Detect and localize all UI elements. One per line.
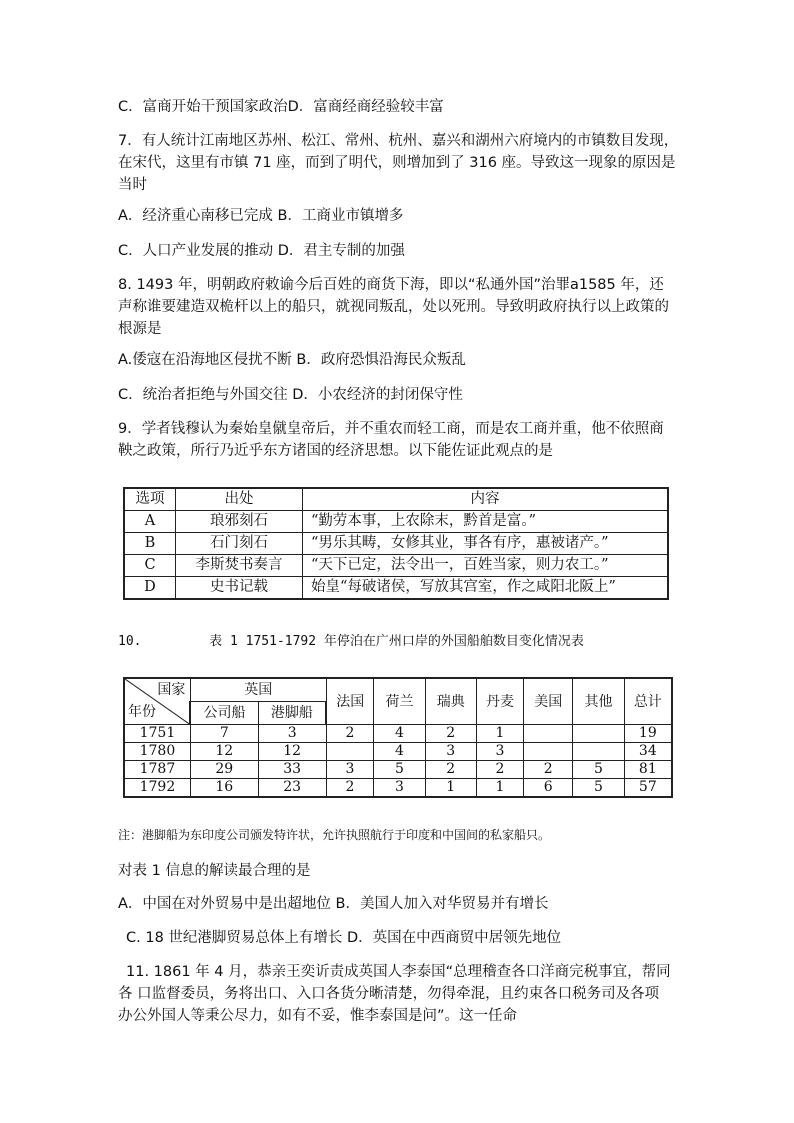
table-cell: 3 [374,779,425,798]
table-cell: 2 [326,779,374,798]
table-cell: 16 [190,779,258,798]
table-cell: 2 [425,725,476,743]
table-cell: 1 [476,779,523,798]
table-cell: 33 [258,761,326,779]
table-corner-cell [124,678,190,725]
table-header-cell: 港脚船 [258,702,326,725]
q6-option-cd: C．富商开始干预国家政治D．富商经商经验较丰富 [118,99,444,115]
table-header-cell: 瑞典 [425,678,476,725]
q9-table [123,487,669,600]
table-cell: 始皇“每破诸侯，写放其宫室，作之咸阳北阪上” [303,577,669,600]
q10-option-ab: A．中国在对外贸易中是出超地位 B．美国人加入对华贸易并有增长 [118,896,549,912]
q10-table-note: 注：港脚船为东印度公司颁发特许状，允许执照航行于印度和中国间的私家船只。 [118,828,551,842]
table-cell: 3 [476,743,523,761]
table-cell: 石门刻石 [176,533,303,555]
corner-label-country: 国家 [157,682,186,698]
table-header-cell: 总计 [624,678,672,725]
q9-stem [118,418,683,462]
table-header-cell: 公司船 [190,702,258,725]
table-cell: 19 [624,725,672,743]
table-cell: 5 [573,779,624,798]
q9-stem-line: 鞅之政策，所行乃近乎东方诸国的经济思想。以下能佐证此观点的是 [118,443,553,459]
table-cell: 7 [190,725,258,743]
table-cell: 1 [476,725,523,743]
corner-label-year: 年份 [128,704,156,720]
table-cell: C [124,555,176,577]
q7-stem-line: 7．有人统计江南地区苏州、松江、常州、杭州、嘉兴和湖州六府境内的市镇数目发现， [118,133,679,149]
table-cell: 李斯焚书奏言 [176,555,303,577]
table-cell: 3 [326,761,374,779]
table-cell [524,743,573,761]
table-row [124,511,668,533]
q11-stem [118,961,691,1027]
table-cell: 1751 [124,725,190,743]
q11-stem-line: 各 口监督委员，务将出口、入口各货分晰清楚，勿得牵混，且约束各口税务司及各项 [118,986,660,1002]
q7-option-cd: C．人口产业发展的推动 D．君主专制的加强 [118,243,405,259]
table-cell: 23 [258,779,326,798]
q10-table [123,677,673,798]
table-cell: 3 [425,743,476,761]
table-cell: 4 [374,725,425,743]
table-cell [524,725,573,743]
table-cell: 12 [190,743,258,761]
table-header-cell: 内容 [303,488,669,511]
table-cell: A [124,511,176,533]
table-cell [573,743,624,761]
table-cell: 5 [573,761,624,779]
table-cell: 57 [624,779,672,798]
table-cell: 29 [190,761,258,779]
table-header-cell: 出处 [176,488,303,511]
table-header-cell: 丹麦 [476,678,523,725]
table-row [124,577,668,600]
table-header-cell: 美国 [524,678,573,725]
table-cell: 1792 [124,779,190,798]
q11-stem-line: 办公外国人等秉公尽力，如有不妥，惟李泰国是问”。这一任命 [118,1008,518,1024]
table-header-row [124,488,668,511]
q9-stem-line: 9．学者钱穆认为秦始皇僦皇帝后，并不重农而轻工商，而是农工商并重，他不依照商 [118,421,664,437]
q10-table-caption: 表 1 1751-1792 年停泊在广州口岸的外国船舶数目变化情况表 [209,634,584,649]
table-row [124,725,672,743]
table-cell: 1 [425,779,476,798]
table-cell: 2 [326,725,374,743]
table-cell: 2 [524,761,573,779]
table-cell: 史书记载 [176,577,303,600]
table-row [124,743,672,761]
table-header-cell: 法国 [326,678,374,725]
q8-stem-line: 8. 1493 年，明朝政府敕谕今后百姓的商货下海，即以“私通外国”治罪a1585 年，还 [118,277,664,293]
table-cell: B [124,533,176,555]
table-row [124,761,672,779]
q7-stem [118,130,683,196]
table-cell: 琅邪刻石 [176,511,303,533]
table-cell: 1787 [124,761,190,779]
q7-stem-line: 在宋代，这里有市镇 71 座，而到了明代，则增加到了 316 座。导致这一现象的原因是 [118,155,676,171]
table-cell: 12 [258,743,326,761]
table-header-row [124,678,672,702]
table-cell [326,743,374,761]
table-cell: “男乐其畴，女修其业，事各有序，惠被诸产。” [303,533,669,555]
q10-number: 10. [118,634,142,649]
table-header-cell: 荷兰 [374,678,425,725]
table-cell: “天下已定，法令出一，百姓当家，则力农工。” [303,555,669,577]
table-cell [573,725,624,743]
q10-stem: 对表 1 信息的解读最合理的是 [118,863,311,879]
table-cell: 1780 [124,743,190,761]
q8-option-cd: C．统治者拒绝与外国交往 D．小农经济的封闭保守性 [118,387,463,403]
table-cell: 2 [476,761,523,779]
table-header-cell: 其他 [573,678,624,725]
q10-option-cd: C. 18 世纪港脚贸易总体上有增长 D．英国在中西商贸中居领先地位 [126,930,562,946]
q7-option-ab: A．经济重心南移已完成 B．工商业市镇增多 [118,208,404,224]
table-row [124,533,668,555]
table-header-cell: 选项 [124,488,176,511]
table-cell: 5 [374,761,425,779]
table-cell: D [124,577,176,600]
table-cell: 4 [374,743,425,761]
q8-stem-line: 声称谁要建造双桅杆以上的船只，就视同叛乱，处以死刑。导致明政府执行以上政策的 [118,299,669,315]
table-cell: 6 [524,779,573,798]
table-cell: 34 [624,743,672,761]
table-cell: 2 [425,761,476,779]
q10-caption-line [118,632,584,652]
table-cell: 3 [258,725,326,743]
table-cell: 81 [624,761,672,779]
q8-stem [118,274,683,340]
table-row [124,555,668,577]
q8-option-ab: A.倭寇在沿海地区侵扰不断 B．政府恐惧沿海民众叛乱 [118,352,466,368]
table-header-cell: 英国 [190,678,326,702]
table-row [124,779,672,798]
q11-stem-line: 11. 1861 年 4 月，恭亲王奕䜣责成英国人李泰国“总理稽查各口洋商完税事宜，帮同 [126,964,671,980]
q7-stem-line: 当时 [118,177,147,193]
table-cell: “勤劳本事，上农除末，黔首是富。” [303,511,669,533]
q8-stem-line: 根源是 [118,321,162,337]
